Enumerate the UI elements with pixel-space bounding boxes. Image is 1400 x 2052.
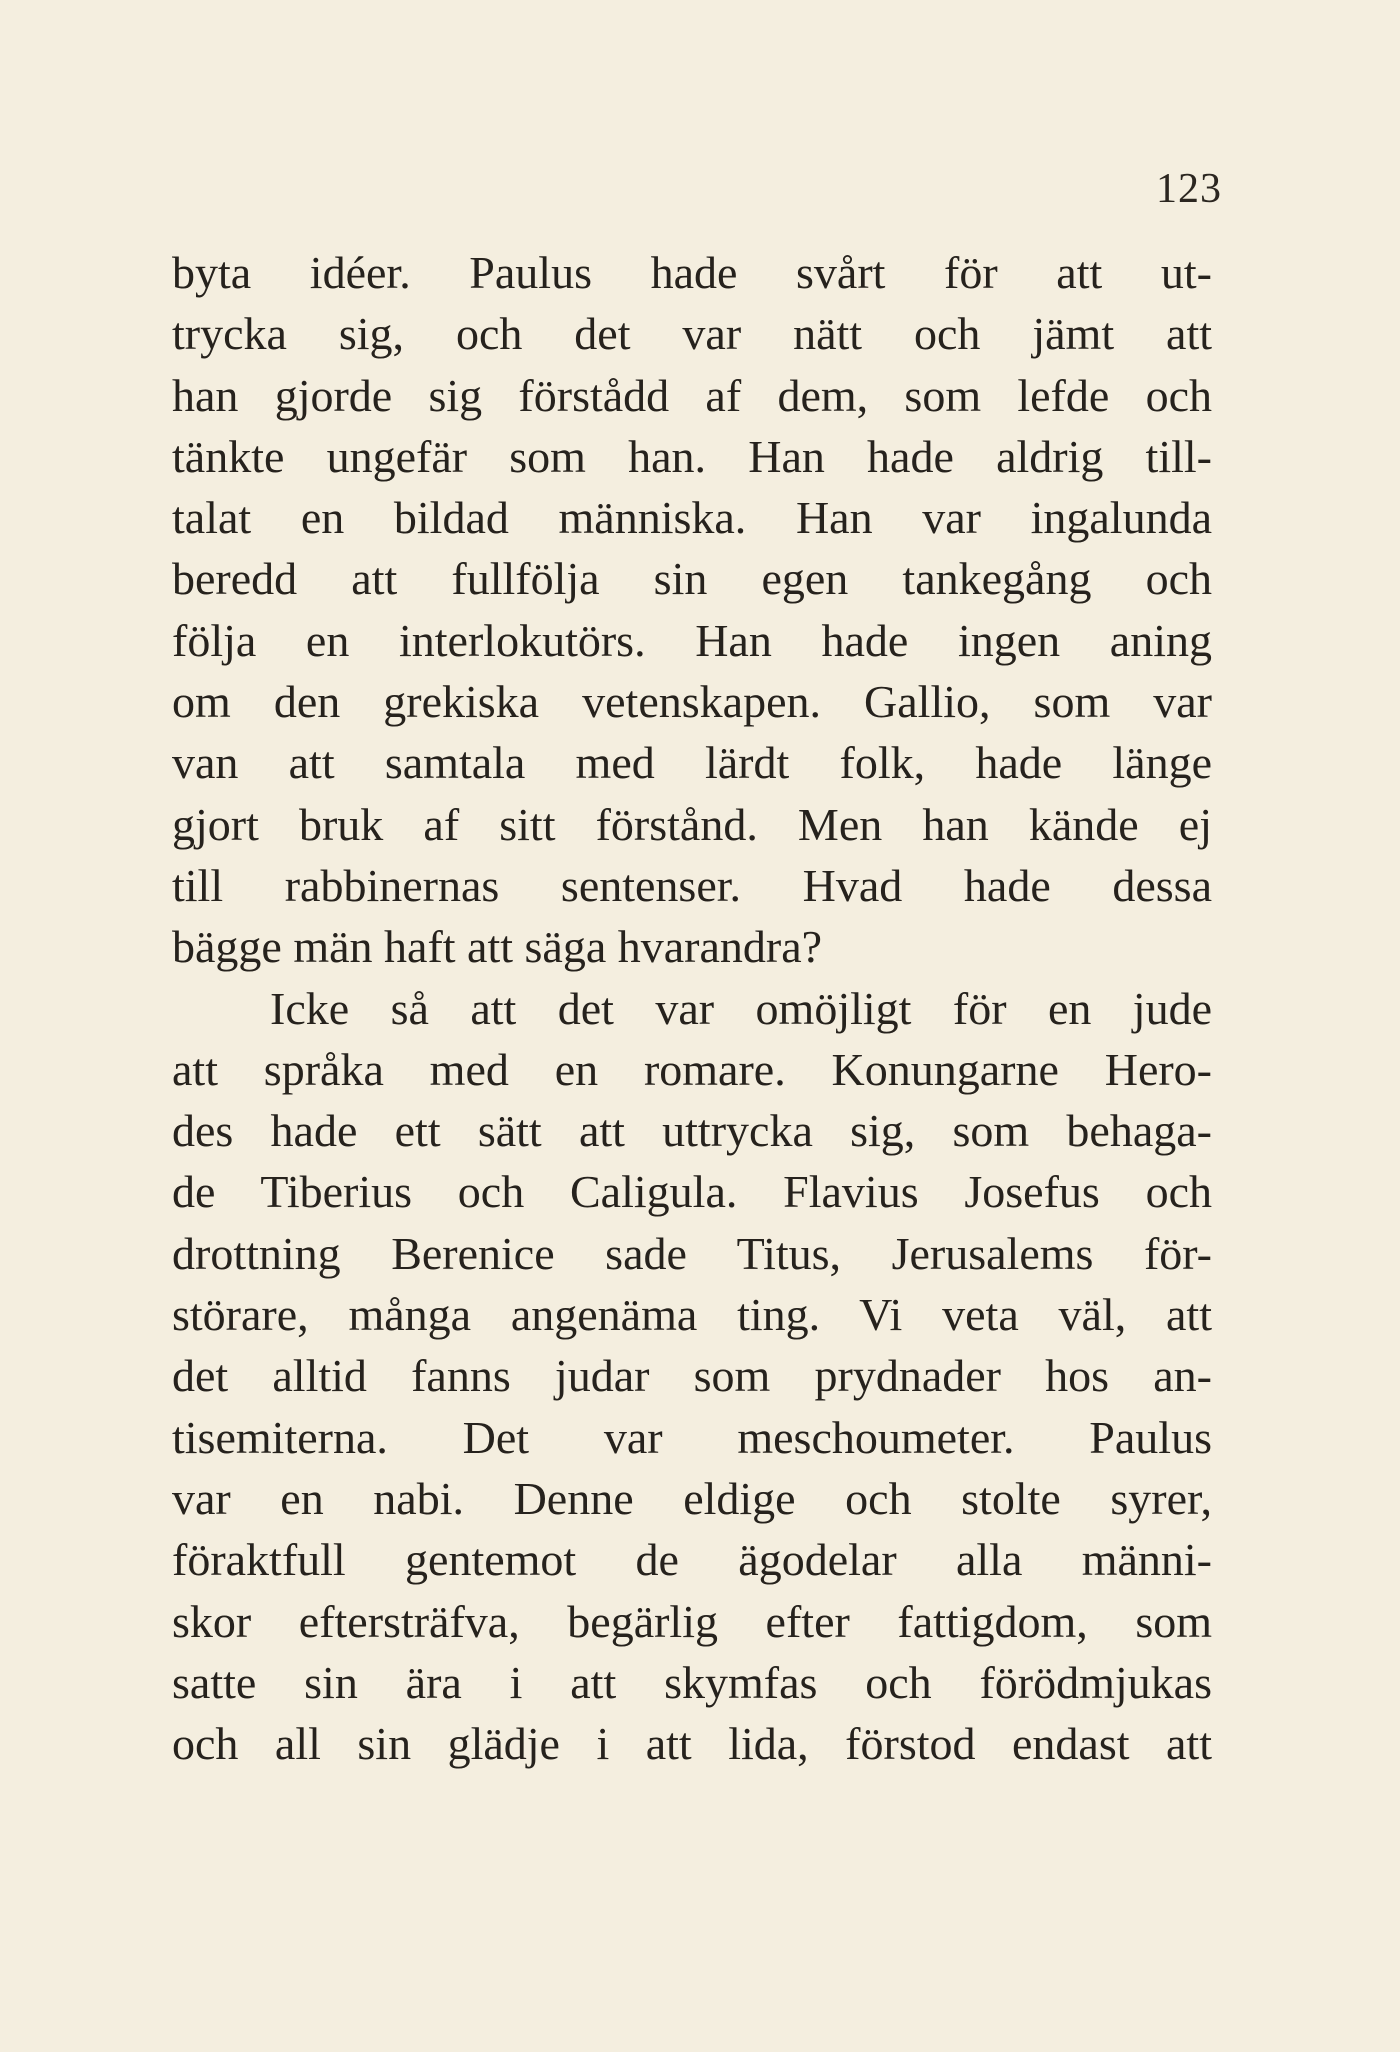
text-line: beredd att fullfölja sin egen tankegång och [172,553,1212,605]
text-line: han gjorde sig förstådd af dem, som lefde och [172,369,1212,421]
text-line: trycka sig, och det var nätt och jämt att [172,308,1212,360]
text-line: föraktfull gentemot de ägodelar alla männi- [172,1534,1212,1586]
text-line: till rabbinernas sentenser. Hvad hade dessa [172,859,1212,911]
text-line: om den grekiska vetenskapen. Gallio, som var [172,676,1212,728]
text-line: följa en interlokutörs. Han hade ingen aning [172,614,1212,666]
text-line: att språka med en romare. Konungarne Hero- [172,1043,1212,1095]
text-line: byta idéer. Paulus hade svårt för att ut- [172,247,1212,298]
text-line: och all sin glädje i att lida, förstod endast att [172,1718,1212,1770]
text-line: gjort bruk af sitt förstånd. Men han kände ej [172,798,1212,850]
text-line: de Tiberius och Caligula. Flavius Josefus och [172,1166,1212,1218]
text-line: störare, många angenäma ting. Vi veta väl, att [172,1289,1212,1341]
text-line: skor eftersträfva, begärlig efter fattigdom, som [172,1595,1212,1647]
text-line: tisemiterna. Det var meschoumeter. Paulus [172,1411,1212,1463]
text-line: drottning Berenice sade Titus, Jerusalems för- [172,1227,1212,1279]
body-text [172,242,1212,1774]
page-number: 123 [1156,166,1222,212]
text-line: var en nabi. Denne eldige och stolte syrer, [172,1472,1212,1524]
text-line: talat en bildad människa. Han var ingalunda [172,492,1212,544]
text-line: van att samtala med lärdt folk, hade länge [172,737,1212,789]
paragraph-start-line: Icke så att det var omöjligt för en jude [270,982,1212,1034]
text-line: det alltid fanns judar som prydnader hos an- [172,1350,1212,1402]
text-line: des hade ett sätt att uttrycka sig, som behaga- [172,1105,1212,1157]
text-line: satte sin ära i att skymfas och förödmjukas [172,1656,1212,1708]
paragraph-end-line: bägge män haft att säga hvarandra? [172,921,823,973]
text-line: tänkte ungefär som han. Han hade aldrig till- [172,430,1212,482]
